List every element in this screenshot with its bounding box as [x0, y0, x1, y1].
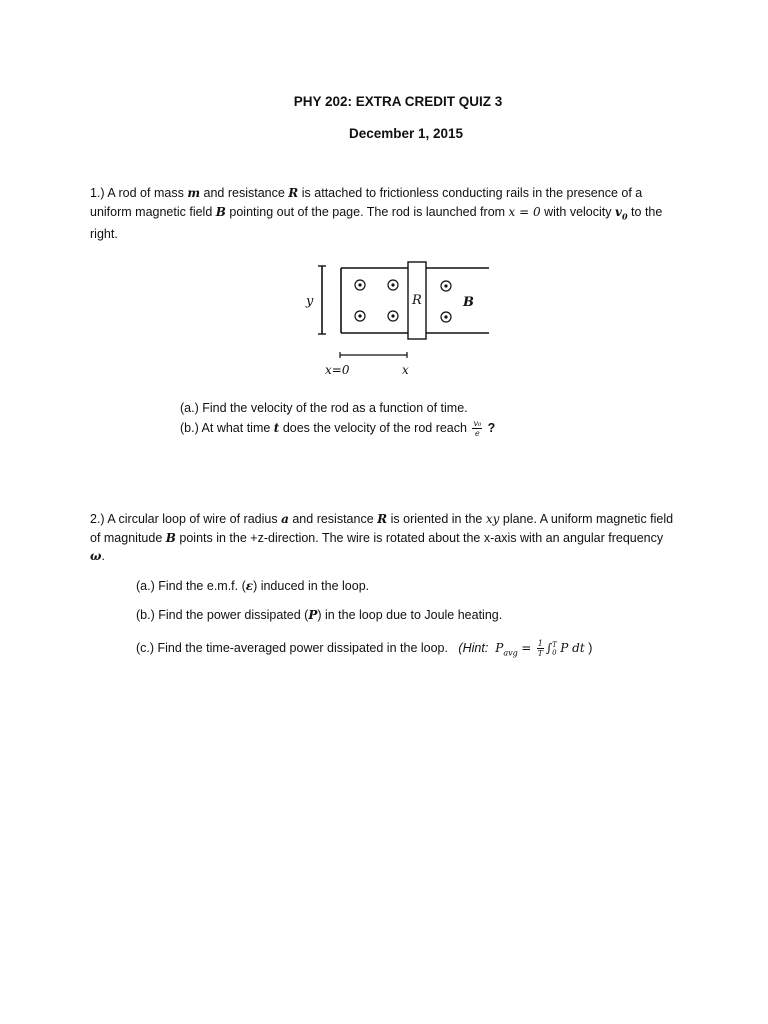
var-R: R	[377, 512, 388, 526]
text-segment: plane. A uniform magnetic field of magnitude	[90, 512, 674, 545]
text-segment: A rod of mass	[107, 186, 184, 200]
text-segment: (c.) Find the time-averaged power dissipated in the loop.	[136, 641, 448, 655]
integrand: P dt	[560, 641, 585, 655]
question-mark: ?	[487, 421, 496, 435]
text-segment: (b.) At what time	[180, 421, 271, 435]
limit-bottom: 0	[552, 648, 557, 657]
text-segment: is attached to frictionless conducting rails in the presence of a uniform magnetic field	[90, 186, 643, 219]
question-number: 2.)	[90, 512, 105, 526]
text-segment: .	[101, 549, 105, 563]
text-segment: A circular loop of wire of radius	[107, 512, 278, 526]
var-P: P	[308, 608, 318, 622]
field-B-label: B	[463, 295, 474, 310]
fraction-v0-over-e	[472, 419, 482, 438]
var-v0	[615, 205, 628, 219]
var-t: t	[273, 421, 280, 435]
question-2-text	[90, 510, 680, 566]
integral-limits	[552, 641, 557, 657]
text-segment: to the right.	[90, 204, 663, 242]
question-1-text	[90, 184, 680, 244]
text-segment: with velocity	[544, 204, 612, 219]
text-segment: and resistance	[203, 186, 285, 200]
y-label: y	[306, 294, 314, 309]
var-xy: xy	[485, 512, 500, 526]
var-R: R	[288, 186, 299, 200]
var-v-sub: 0	[621, 210, 628, 221]
var-v: v	[615, 204, 622, 219]
text-segment: (b.) Find the power dissipated (	[136, 608, 309, 622]
question-2-part-c	[136, 639, 592, 663]
var-emf: ε	[245, 579, 254, 593]
fraction-numerator: 1	[537, 639, 543, 649]
var-a: a	[281, 512, 289, 526]
x0-label: x=0	[325, 363, 350, 377]
expr-x0: x = 0	[508, 204, 541, 219]
fraction-denominator: e	[474, 429, 480, 439]
hint	[455, 639, 593, 659]
rod-R-label: R	[412, 293, 422, 308]
text-segment: points in the +z-direction. The wire is rotated about the x-axis with an angular frequency	[179, 530, 664, 545]
text-segment: pointing out of the page. The rod is launched from	[229, 204, 506, 219]
integral-icon: ∫	[545, 641, 553, 655]
rod-rails-diagram	[300, 256, 515, 382]
fraction-denominator: T	[537, 649, 543, 659]
hint-open: (Hint:	[458, 641, 489, 655]
fraction-1-over-T	[537, 639, 544, 658]
var-B: B	[215, 204, 226, 219]
page-title: PHY 202: EXTRA CREDIT QUIZ 3	[293, 94, 503, 109]
fraction-numerator: v₀	[473, 419, 482, 429]
question-2-part-b	[136, 606, 502, 624]
equals-sign: =	[521, 641, 532, 655]
text-segment: (a.) Find the e.m.f. (	[136, 579, 246, 593]
field-dots	[358, 283, 447, 318]
quiz-date: December 1, 2015	[348, 126, 464, 141]
question-number: 1.)	[90, 186, 105, 200]
hint-close: )	[588, 641, 593, 655]
var-m: m	[187, 186, 201, 200]
text-segment: ) in the loop due to Joule heating.	[317, 608, 503, 622]
var-B: B	[165, 530, 176, 545]
text-segment: is oriented in the	[390, 512, 483, 526]
x-label: x	[402, 363, 409, 377]
field-out-of-page-icon	[355, 280, 451, 322]
var-P-avg: P	[495, 641, 504, 655]
var-omega: ω	[90, 549, 102, 563]
text-segment: and resistance	[292, 512, 374, 526]
subscript-avg: avg	[503, 648, 518, 658]
question-1-part-b	[180, 419, 495, 438]
text-segment: does the velocity of the rod reach	[282, 421, 467, 435]
text-segment: ) induced in the loop.	[253, 579, 370, 593]
limit-top: T	[552, 640, 557, 649]
question-1-part-a: (a.) Find the velocity of the rod as a function of time.	[180, 401, 468, 415]
question-2-part-a	[136, 577, 369, 595]
